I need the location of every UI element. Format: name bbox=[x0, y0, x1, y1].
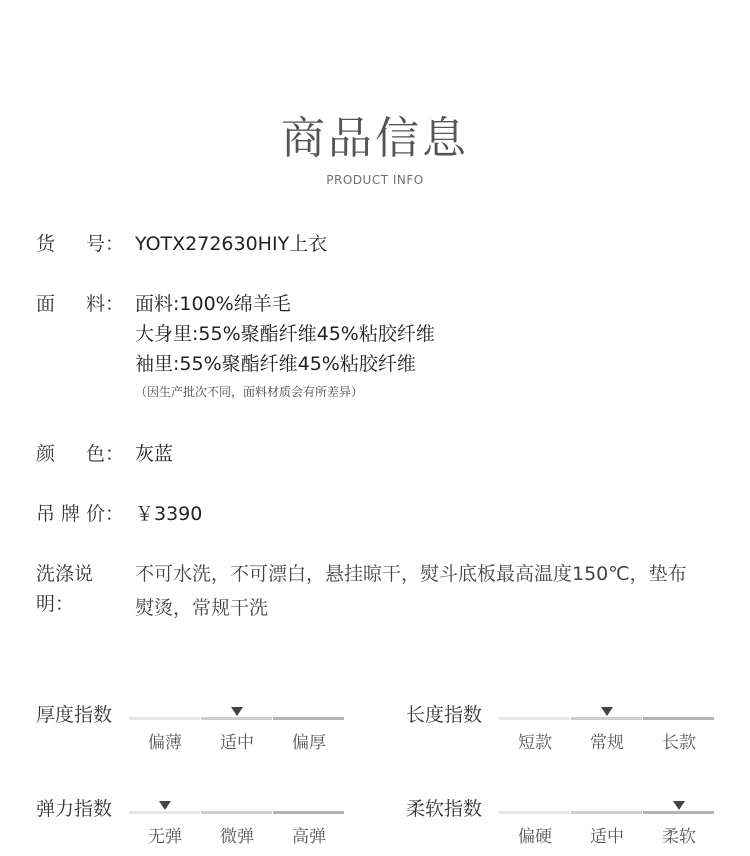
scale-segment bbox=[571, 717, 642, 720]
scale-segment bbox=[129, 717, 200, 720]
scale-option: 偏硬 bbox=[518, 827, 552, 847]
length-scale bbox=[499, 717, 715, 757]
scale-option: 偏薄 bbox=[148, 733, 182, 753]
scale-option: 长款 bbox=[662, 733, 696, 753]
price-value: ￥3390 bbox=[135, 503, 203, 525]
thickness-index-label: 厚度指数 bbox=[36, 704, 113, 726]
scale-segment bbox=[499, 811, 570, 814]
price-label: 吊 牌 价： bbox=[36, 503, 124, 525]
color-value: 灰蓝 bbox=[135, 443, 174, 465]
fabric-note: （因生产批次不同，面料材质会有所差异） bbox=[135, 385, 364, 399]
length-index-label: 长度指数 bbox=[406, 704, 483, 726]
scale-option: 偏厚 bbox=[292, 733, 326, 753]
thickness-index bbox=[36, 700, 366, 760]
scale-option: 短款 bbox=[518, 733, 552, 753]
fabric-line: 袖里:55%聚酯纤维45%粘胶纤维 bbox=[135, 353, 416, 375]
scale-segment bbox=[129, 811, 200, 814]
elasticity-index bbox=[36, 794, 366, 854]
scale-segment bbox=[273, 717, 344, 720]
elasticity-scale bbox=[129, 811, 345, 851]
scale-option: 常规 bbox=[590, 733, 624, 753]
color-label: 颜 色： bbox=[36, 443, 124, 465]
fabric-value bbox=[135, 289, 730, 405]
page-subtitle: PRODUCT INFO bbox=[326, 173, 424, 187]
scale-segment bbox=[273, 811, 344, 814]
scale-marker-icon bbox=[601, 707, 613, 716]
fabric-label: 面 料： bbox=[36, 293, 124, 315]
scale-segment bbox=[571, 811, 642, 814]
scale-marker-icon bbox=[231, 707, 243, 716]
scale-marker-icon bbox=[673, 801, 685, 810]
washing-line: 不可水洗，不可漂白，悬挂晾干，熨斗底板最高温度150℃，垫布 bbox=[135, 563, 687, 585]
length-index bbox=[406, 700, 736, 760]
scale-option: 适中 bbox=[590, 827, 624, 847]
scale-segment bbox=[643, 811, 714, 814]
fabric-line: 面料:100%绵羊毛 bbox=[135, 293, 291, 315]
thickness-scale bbox=[129, 717, 345, 757]
scale-option: 无弹 bbox=[148, 827, 182, 847]
softness-index bbox=[406, 794, 736, 854]
item-number-value: YOTX272630HIY上衣 bbox=[135, 233, 328, 255]
item-number-label: 货 号： bbox=[36, 233, 124, 255]
scale-marker-icon bbox=[159, 801, 171, 810]
scale-segment bbox=[201, 717, 272, 720]
scale-option: 微弹 bbox=[220, 827, 254, 847]
washing-value bbox=[135, 557, 730, 625]
elasticity-index-label: 弹力指数 bbox=[36, 798, 113, 820]
softness-index-label: 柔软指数 bbox=[406, 798, 483, 820]
washing-label: 洗涤说明： bbox=[36, 563, 94, 615]
scale-segment bbox=[201, 811, 272, 814]
scale-segment bbox=[499, 717, 570, 720]
scale-option: 适中 bbox=[220, 733, 254, 753]
scale-option: 高弹 bbox=[292, 827, 326, 847]
washing-line: 熨烫，常规干洗 bbox=[135, 597, 269, 619]
softness-scale bbox=[499, 811, 715, 851]
fabric-line: 大身里:55%聚酯纤维45%粘胶纤维 bbox=[135, 323, 435, 345]
scale-option: 柔软 bbox=[662, 827, 696, 847]
scale-segment bbox=[643, 717, 714, 720]
page-title: 商品信息 bbox=[281, 113, 469, 164]
